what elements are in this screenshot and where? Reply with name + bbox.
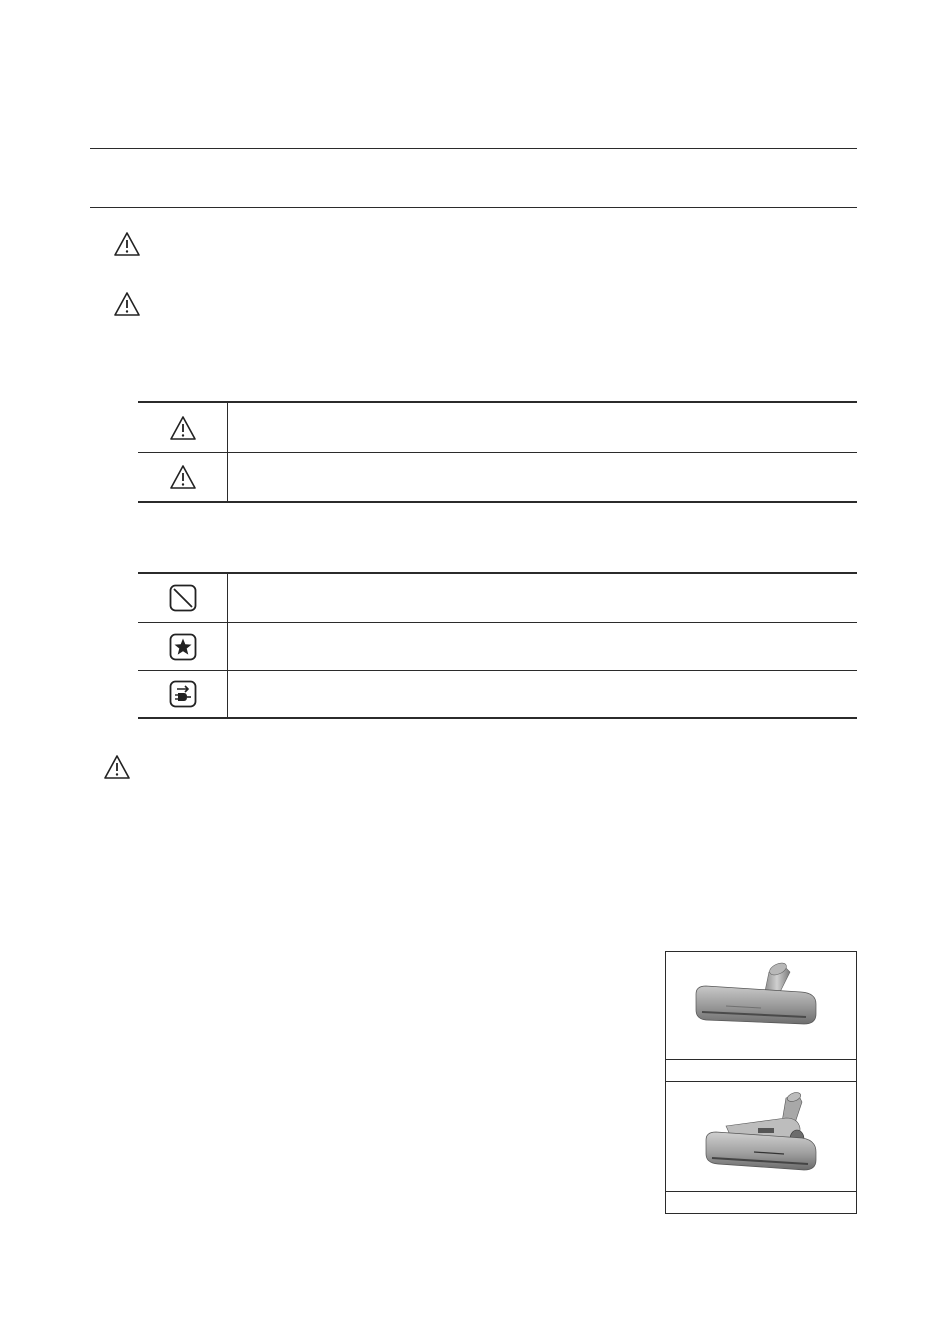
table-icon-cell <box>138 623 228 670</box>
floor-brush-illustration <box>666 952 856 1059</box>
table-row <box>138 671 857 719</box>
table-text-cell <box>238 453 857 501</box>
figure-caption <box>666 1059 856 1082</box>
table-text-cell <box>238 671 857 717</box>
warning-icon <box>103 754 131 780</box>
table-icon-cell <box>138 453 228 501</box>
header-rule-bottom <box>90 207 857 208</box>
table-row <box>138 623 857 671</box>
table-icon-cell <box>138 403 228 452</box>
table-text-cell <box>238 623 857 670</box>
table-row <box>138 574 857 623</box>
table-icon-cell <box>138 671 228 717</box>
table-row <box>138 403 857 453</box>
turbo-brush-image <box>666 1082 856 1191</box>
prohibited-sign-icon <box>169 584 197 612</box>
symbol-table <box>138 572 857 719</box>
warning-symbol-table <box>138 401 857 503</box>
warning-icon <box>113 231 141 257</box>
warning-icon <box>113 291 141 317</box>
turbo-brush-illustration <box>666 1082 856 1191</box>
table-text-cell <box>238 403 857 452</box>
warning-icon <box>169 464 197 490</box>
table-row <box>138 453 857 503</box>
turbo-brush-figure <box>665 1081 857 1214</box>
warning-icon <box>169 415 197 441</box>
floor-brush-image <box>666 952 856 1059</box>
unplug-power-icon <box>169 680 197 708</box>
table-icon-cell <box>138 574 228 622</box>
header-rule-top <box>90 148 857 149</box>
table-text-cell <box>238 574 857 622</box>
star-mandatory-icon <box>169 633 197 661</box>
floor-brush-figure <box>665 951 857 1082</box>
figure-caption <box>666 1191 856 1214</box>
